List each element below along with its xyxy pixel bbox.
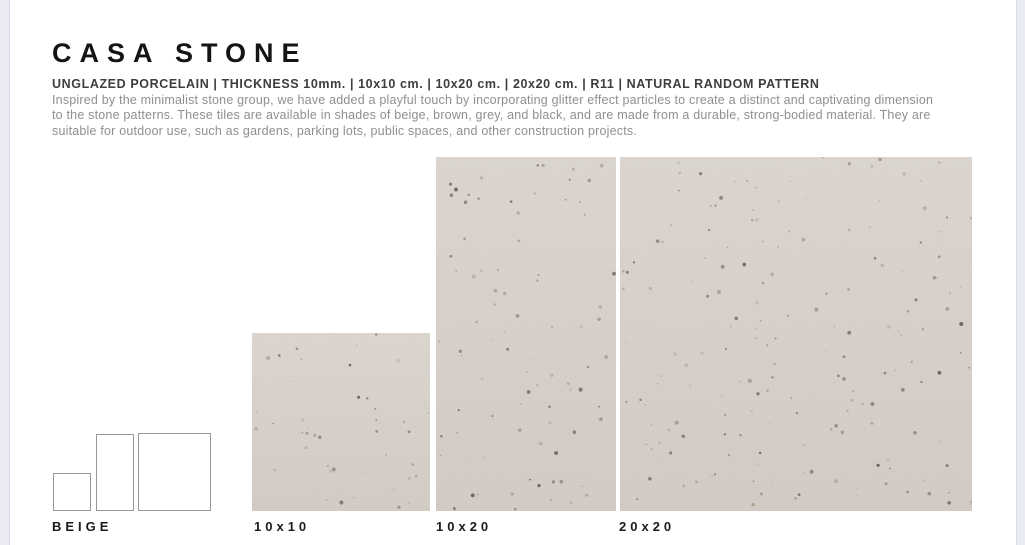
size-label-20x20: 20x20 <box>619 519 676 534</box>
page-edge-left <box>0 0 10 545</box>
page-edge-right <box>1016 0 1025 545</box>
size-label-10x10: 10x10 <box>254 519 311 534</box>
size-label-10x20: 10x20 <box>436 519 493 534</box>
size-swatch-10x20 <box>96 434 134 511</box>
tile-sample-10x10 <box>252 333 430 511</box>
size-swatch-20x20 <box>138 433 211 511</box>
size-swatch-10x10 <box>53 473 91 511</box>
page-title: CASA STONE <box>52 38 308 68</box>
tile-texture-20x20 <box>620 157 972 511</box>
tile-texture-10x20 <box>436 157 616 511</box>
product-specs-line: UNGLAZED PORCELAIN | THICKNESS 10mm. | 10x10 cm. | 10x20 cm. | 20x20 cm. | R11 | NATURAL RANDOM PATTERN <box>52 77 820 91</box>
tile-texture-10x10 <box>252 333 430 511</box>
product-description: Inspired by the minimalist stone group, we have added a playful touch by incorporating glitter effect particles to create a distinct and captivating dimension to the stone patterns. These tiles are available in shades of beige, brown, grey, and black, and are made from a durable, strong-bodied material. They are suitable for outdoor use, such as gardens, parking lots, public spaces, and other construction projects. <box>52 93 934 138</box>
colorway-label: BEIGE <box>52 519 113 534</box>
tile-sample-10x20 <box>436 157 616 511</box>
tile-sample-20x20 <box>620 157 972 511</box>
